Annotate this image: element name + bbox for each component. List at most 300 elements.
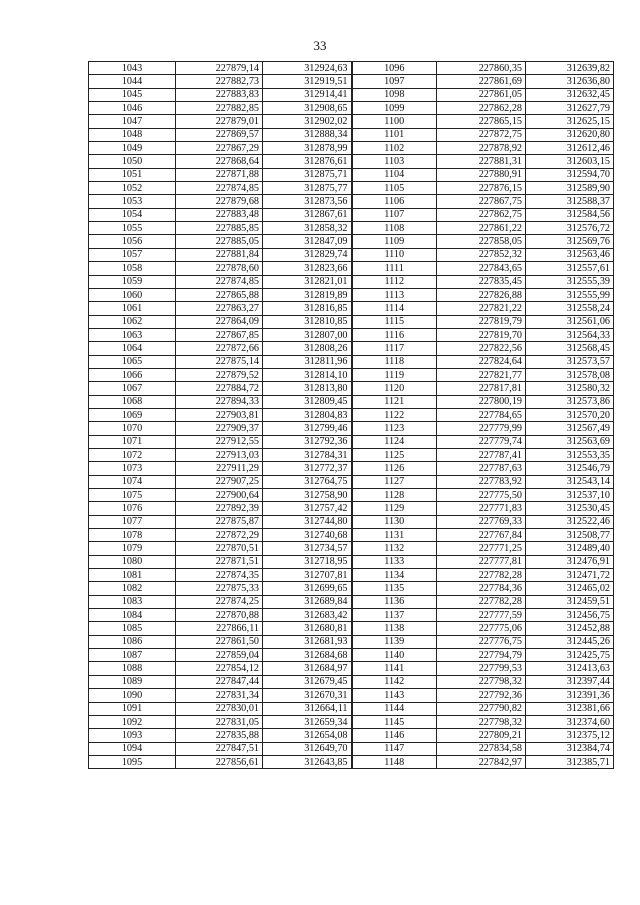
cell-x-coordinate: 227854,12 <box>176 662 263 675</box>
cell-x-coordinate: 227912,55 <box>176 435 263 448</box>
cell-x-coordinate: 227861,22 <box>437 222 526 235</box>
cell-x-coordinate: 227883,83 <box>176 88 263 101</box>
table-row <box>89 595 614 608</box>
cell-x-coordinate: 227859,04 <box>176 649 263 662</box>
cell-point-number: 1073 <box>89 462 176 475</box>
cell-y-coordinate: 312576,72 <box>526 222 614 235</box>
cell-point-number: 1133 <box>352 555 437 568</box>
cell-point-number: 1141 <box>352 662 437 675</box>
cell-point-number: 1046 <box>89 102 176 115</box>
cell-point-number: 1056 <box>89 235 176 248</box>
cell-x-coordinate: 227900,64 <box>176 489 263 502</box>
cell-point-number: 1070 <box>89 422 176 435</box>
cell-x-coordinate: 227874,85 <box>176 275 263 288</box>
cell-x-coordinate: 227821,22 <box>437 302 526 315</box>
table-row <box>89 742 614 755</box>
cell-x-coordinate: 227784,36 <box>437 582 526 595</box>
cell-x-coordinate: 227835,88 <box>176 729 263 742</box>
cell-y-coordinate: 312568,45 <box>526 342 614 355</box>
cell-point-number: 1043 <box>89 62 176 75</box>
table-row <box>89 328 614 341</box>
cell-point-number: 1135 <box>352 582 437 595</box>
cell-y-coordinate: 312902,02 <box>263 115 352 128</box>
cell-x-coordinate: 227858,05 <box>437 235 526 248</box>
cell-y-coordinate: 312620,80 <box>526 128 614 141</box>
cell-y-coordinate: 312804,83 <box>263 408 352 421</box>
cell-x-coordinate: 227831,34 <box>176 689 263 702</box>
cell-y-coordinate: 312569,76 <box>526 235 614 248</box>
cell-y-coordinate: 312707,81 <box>263 569 352 582</box>
cell-x-coordinate: 227882,73 <box>176 75 263 88</box>
cell-x-coordinate: 227771,25 <box>437 542 526 555</box>
cell-y-coordinate: 312811,96 <box>263 355 352 368</box>
cell-point-number: 1112 <box>352 275 437 288</box>
cell-y-coordinate: 312816,85 <box>263 302 352 315</box>
table-row <box>89 115 614 128</box>
table-row <box>89 448 614 461</box>
cell-y-coordinate: 312456,75 <box>526 609 614 622</box>
cell-x-coordinate: 227903,81 <box>176 408 263 421</box>
cell-y-coordinate: 312397,44 <box>526 675 614 688</box>
cell-y-coordinate: 312679,45 <box>263 675 352 688</box>
cell-y-coordinate: 312537,10 <box>526 489 614 502</box>
cell-point-number: 1052 <box>89 182 176 195</box>
cell-point-number: 1140 <box>352 649 437 662</box>
cell-y-coordinate: 312744,80 <box>263 515 352 528</box>
table-row <box>89 208 614 221</box>
cell-x-coordinate: 227843,65 <box>437 262 526 275</box>
cell-y-coordinate: 312555,39 <box>526 275 614 288</box>
cell-point-number: 1087 <box>89 649 176 662</box>
cell-point-number: 1144 <box>352 702 437 715</box>
cell-x-coordinate: 227852,32 <box>437 248 526 261</box>
cell-x-coordinate: 227885,05 <box>176 235 263 248</box>
cell-x-coordinate: 227787,63 <box>437 462 526 475</box>
cell-y-coordinate: 312876,61 <box>263 155 352 168</box>
cell-point-number: 1101 <box>352 128 437 141</box>
cell-y-coordinate: 312563,46 <box>526 248 614 261</box>
cell-y-coordinate: 312699,65 <box>263 582 352 595</box>
cell-y-coordinate: 312670,31 <box>263 689 352 702</box>
cell-y-coordinate: 312878,99 <box>263 142 352 155</box>
table-row <box>89 529 614 542</box>
cell-point-number: 1092 <box>89 715 176 728</box>
cell-x-coordinate: 227767,84 <box>437 529 526 542</box>
cell-x-coordinate: 227798,32 <box>437 675 526 688</box>
cell-x-coordinate: 227864,09 <box>176 315 263 328</box>
cell-x-coordinate: 227907,25 <box>176 475 263 488</box>
table-row <box>89 649 614 662</box>
cell-point-number: 1084 <box>89 609 176 622</box>
cell-y-coordinate: 312875,71 <box>263 168 352 181</box>
cell-y-coordinate: 312476,91 <box>526 555 614 568</box>
table-row <box>89 302 614 315</box>
table-row <box>89 755 614 768</box>
cell-x-coordinate: 227875,14 <box>176 355 263 368</box>
cell-y-coordinate: 312603,15 <box>526 155 614 168</box>
cell-x-coordinate: 227792,36 <box>437 689 526 702</box>
cell-x-coordinate: 227865,88 <box>176 288 263 301</box>
cell-point-number: 1116 <box>352 328 437 341</box>
cell-point-number: 1077 <box>89 515 176 528</box>
cell-y-coordinate: 312459,51 <box>526 595 614 608</box>
cell-x-coordinate: 227822,56 <box>437 342 526 355</box>
cell-y-coordinate: 312391,36 <box>526 689 614 702</box>
cell-x-coordinate: 227875,87 <box>176 515 263 528</box>
cell-point-number: 1122 <box>352 408 437 421</box>
cell-point-number: 1080 <box>89 555 176 568</box>
cell-x-coordinate: 227790,82 <box>437 702 526 715</box>
cell-y-coordinate: 312489,40 <box>526 542 614 555</box>
cell-point-number: 1096 <box>352 62 437 75</box>
cell-point-number: 1057 <box>89 248 176 261</box>
cell-y-coordinate: 312681,93 <box>263 635 352 648</box>
cell-point-number: 1125 <box>352 448 437 461</box>
cell-point-number: 1130 <box>352 515 437 528</box>
cell-x-coordinate: 227776,75 <box>437 635 526 648</box>
cell-x-coordinate: 227883,48 <box>176 208 263 221</box>
cell-x-coordinate: 227867,75 <box>437 195 526 208</box>
cell-x-coordinate: 227862,75 <box>437 208 526 221</box>
cell-y-coordinate: 312649,70 <box>263 742 352 755</box>
cell-point-number: 1075 <box>89 489 176 502</box>
cell-y-coordinate: 312543,14 <box>526 475 614 488</box>
cell-x-coordinate: 227872,75 <box>437 128 526 141</box>
cell-point-number: 1123 <box>352 422 437 435</box>
cell-x-coordinate: 227870,88 <box>176 609 263 622</box>
cell-y-coordinate: 312823,66 <box>263 262 352 275</box>
cell-y-coordinate: 312792,36 <box>263 435 352 448</box>
table-row <box>89 582 614 595</box>
cell-y-coordinate: 312465,02 <box>526 582 614 595</box>
cell-point-number: 1138 <box>352 622 437 635</box>
cell-y-coordinate: 312471,72 <box>526 569 614 582</box>
table-row <box>89 315 614 328</box>
cell-point-number: 1048 <box>89 128 176 141</box>
cell-x-coordinate: 227830,01 <box>176 702 263 715</box>
cell-point-number: 1053 <box>89 195 176 208</box>
cell-y-coordinate: 312819,89 <box>263 288 352 301</box>
cell-point-number: 1059 <box>89 275 176 288</box>
cell-x-coordinate: 227875,33 <box>176 582 263 595</box>
cell-y-coordinate: 312522,46 <box>526 515 614 528</box>
cell-y-coordinate: 312683,42 <box>263 609 352 622</box>
cell-x-coordinate: 227777,81 <box>437 555 526 568</box>
cell-y-coordinate: 312821,01 <box>263 275 352 288</box>
cell-x-coordinate: 227913,03 <box>176 448 263 461</box>
cell-y-coordinate: 312888,34 <box>263 128 352 141</box>
cell-y-coordinate: 312810,85 <box>263 315 352 328</box>
cell-point-number: 1060 <box>89 288 176 301</box>
table-row <box>89 689 614 702</box>
cell-x-coordinate: 227878,60 <box>176 262 263 275</box>
cell-y-coordinate: 312594,70 <box>526 168 614 181</box>
cell-point-number: 1124 <box>352 435 437 448</box>
cell-point-number: 1108 <box>352 222 437 235</box>
cell-point-number: 1066 <box>89 368 176 381</box>
cell-point-number: 1072 <box>89 448 176 461</box>
table-row <box>89 382 614 395</box>
table-row <box>89 62 614 75</box>
cell-y-coordinate: 312772,37 <box>263 462 352 475</box>
cell-y-coordinate: 312809,45 <box>263 395 352 408</box>
page-number: 33 <box>313 38 327 53</box>
cell-x-coordinate: 227909,37 <box>176 422 263 435</box>
table-row <box>89 168 614 181</box>
table-row <box>89 569 614 582</box>
table-row <box>89 395 614 408</box>
cell-x-coordinate: 227817,81 <box>437 382 526 395</box>
cell-y-coordinate: 312374,60 <box>526 715 614 728</box>
cell-point-number: 1063 <box>89 328 176 341</box>
table-row <box>89 729 614 742</box>
table-row <box>89 475 614 488</box>
cell-y-coordinate: 312914,41 <box>263 88 352 101</box>
cell-x-coordinate: 227771,83 <box>437 502 526 515</box>
cell-point-number: 1148 <box>352 755 437 768</box>
cell-x-coordinate: 227835,45 <box>437 275 526 288</box>
table-row <box>89 622 614 635</box>
cell-x-coordinate: 227861,69 <box>437 75 526 88</box>
cell-point-number: 1099 <box>352 102 437 115</box>
table-row <box>89 502 614 515</box>
cell-point-number: 1131 <box>352 529 437 542</box>
cell-point-number: 1044 <box>89 75 176 88</box>
cell-y-coordinate: 312858,32 <box>263 222 352 235</box>
cell-x-coordinate: 227892,39 <box>176 502 263 515</box>
cell-y-coordinate: 312689,84 <box>263 595 352 608</box>
cell-x-coordinate: 227863,27 <box>176 302 263 315</box>
cell-x-coordinate: 227779,99 <box>437 422 526 435</box>
cell-x-coordinate: 227847,44 <box>176 675 263 688</box>
cell-x-coordinate: 227879,14 <box>176 62 263 75</box>
cell-point-number: 1105 <box>352 182 437 195</box>
cell-point-number: 1127 <box>352 475 437 488</box>
cell-x-coordinate: 227800,19 <box>437 395 526 408</box>
cell-y-coordinate: 312873,56 <box>263 195 352 208</box>
cell-y-coordinate: 312757,42 <box>263 502 352 515</box>
cell-y-coordinate: 312636,80 <box>526 75 614 88</box>
cell-point-number: 1115 <box>352 315 437 328</box>
cell-x-coordinate: 227779,74 <box>437 435 526 448</box>
cell-y-coordinate: 312546,79 <box>526 462 614 475</box>
cell-point-number: 1110 <box>352 248 437 261</box>
table-row <box>89 555 614 568</box>
cell-x-coordinate: 227878,92 <box>437 142 526 155</box>
cell-x-coordinate: 227809,21 <box>437 729 526 742</box>
cell-y-coordinate: 312558,24 <box>526 302 614 315</box>
cell-x-coordinate: 227866,11 <box>176 622 263 635</box>
cell-y-coordinate: 312578,08 <box>526 368 614 381</box>
cell-y-coordinate: 312627,79 <box>526 102 614 115</box>
cell-point-number: 1058 <box>89 262 176 275</box>
cell-y-coordinate: 312643,85 <box>263 755 352 768</box>
cell-point-number: 1095 <box>89 755 176 768</box>
cell-point-number: 1089 <box>89 675 176 688</box>
table-row <box>89 675 614 688</box>
cell-x-coordinate: 227894,33 <box>176 395 263 408</box>
cell-point-number: 1074 <box>89 475 176 488</box>
cell-x-coordinate: 227911,29 <box>176 462 263 475</box>
cell-point-number: 1147 <box>352 742 437 755</box>
coordinates-table-body <box>89 62 614 769</box>
cell-point-number: 1109 <box>352 235 437 248</box>
cell-point-number: 1129 <box>352 502 437 515</box>
cell-x-coordinate: 227874,25 <box>176 595 263 608</box>
cell-point-number: 1090 <box>89 689 176 702</box>
cell-point-number: 1119 <box>352 368 437 381</box>
cell-point-number: 1083 <box>89 595 176 608</box>
cell-y-coordinate: 312555,99 <box>526 288 614 301</box>
cell-y-coordinate: 312452,88 <box>526 622 614 635</box>
cell-y-coordinate: 312557,61 <box>526 262 614 275</box>
cell-x-coordinate: 227821,77 <box>437 368 526 381</box>
cell-x-coordinate: 227874,35 <box>176 569 263 582</box>
table-row <box>89 715 614 728</box>
cell-y-coordinate: 312588,37 <box>526 195 614 208</box>
cell-y-coordinate: 312573,86 <box>526 395 614 408</box>
cell-x-coordinate: 227869,57 <box>176 128 263 141</box>
table-row <box>89 235 614 248</box>
cell-point-number: 1142 <box>352 675 437 688</box>
cell-point-number: 1061 <box>89 302 176 315</box>
cell-y-coordinate: 312734,57 <box>263 542 352 555</box>
cell-x-coordinate: 227775,06 <box>437 622 526 635</box>
cell-x-coordinate: 227865,15 <box>437 115 526 128</box>
cell-point-number: 1069 <box>89 408 176 421</box>
cell-x-coordinate: 227777,59 <box>437 609 526 622</box>
table-row <box>89 128 614 141</box>
cell-point-number: 1049 <box>89 142 176 155</box>
cell-y-coordinate: 312567,49 <box>526 422 614 435</box>
cell-x-coordinate: 227867,85 <box>176 328 263 341</box>
cell-y-coordinate: 312381,66 <box>526 702 614 715</box>
cell-x-coordinate: 227879,01 <box>176 115 263 128</box>
table-row <box>89 222 614 235</box>
table-row <box>89 422 614 435</box>
cell-y-coordinate: 312814,10 <box>263 368 352 381</box>
table-row <box>89 288 614 301</box>
cell-point-number: 1091 <box>89 702 176 715</box>
cell-x-coordinate: 227798,32 <box>437 715 526 728</box>
cell-y-coordinate: 312589,90 <box>526 182 614 195</box>
cell-x-coordinate: 227861,05 <box>437 88 526 101</box>
cell-x-coordinate: 227871,51 <box>176 555 263 568</box>
table-row <box>89 355 614 368</box>
cell-y-coordinate: 312908,65 <box>263 102 352 115</box>
cell-point-number: 1098 <box>352 88 437 101</box>
cell-y-coordinate: 312570,20 <box>526 408 614 421</box>
cell-point-number: 1054 <box>89 208 176 221</box>
table-row <box>89 609 614 622</box>
cell-point-number: 1102 <box>352 142 437 155</box>
cell-point-number: 1146 <box>352 729 437 742</box>
cell-point-number: 1106 <box>352 195 437 208</box>
cell-y-coordinate: 312764,75 <box>263 475 352 488</box>
cell-x-coordinate: 227885,85 <box>176 222 263 235</box>
cell-point-number: 1097 <box>352 75 437 88</box>
cell-point-number: 1067 <box>89 382 176 395</box>
cell-y-coordinate: 312375,12 <box>526 729 614 742</box>
cell-x-coordinate: 227782,28 <box>437 569 526 582</box>
cell-x-coordinate: 227824,64 <box>437 355 526 368</box>
cell-x-coordinate: 227819,70 <box>437 328 526 341</box>
cell-x-coordinate: 227874,85 <box>176 182 263 195</box>
table-row <box>89 75 614 88</box>
cell-point-number: 1136 <box>352 595 437 608</box>
cell-y-coordinate: 312680,81 <box>263 622 352 635</box>
cell-y-coordinate: 312573,57 <box>526 355 614 368</box>
cell-x-coordinate: 227870,51 <box>176 542 263 555</box>
cell-y-coordinate: 312564,33 <box>526 328 614 341</box>
table-row <box>89 662 614 675</box>
table-row <box>89 462 614 475</box>
cell-x-coordinate: 227783,92 <box>437 475 526 488</box>
table-row <box>89 155 614 168</box>
cell-y-coordinate: 312584,56 <box>526 208 614 221</box>
table-row <box>89 102 614 115</box>
cell-x-coordinate: 227867,29 <box>176 142 263 155</box>
cell-x-coordinate: 227782,28 <box>437 595 526 608</box>
cell-x-coordinate: 227787,41 <box>437 448 526 461</box>
cell-y-coordinate: 312508,77 <box>526 529 614 542</box>
cell-y-coordinate: 312384,74 <box>526 742 614 755</box>
cell-y-coordinate: 312799,46 <box>263 422 352 435</box>
cell-point-number: 1086 <box>89 635 176 648</box>
cell-x-coordinate: 227784,65 <box>437 408 526 421</box>
cell-y-coordinate: 312684,68 <box>263 649 352 662</box>
cell-point-number: 1078 <box>89 529 176 542</box>
cell-x-coordinate: 227880,91 <box>437 168 526 181</box>
cell-point-number: 1134 <box>352 569 437 582</box>
cell-x-coordinate: 227847,51 <box>176 742 263 755</box>
cell-x-coordinate: 227868,64 <box>176 155 263 168</box>
cell-x-coordinate: 227775,50 <box>437 489 526 502</box>
cell-y-coordinate: 312829,74 <box>263 248 352 261</box>
cell-x-coordinate: 227819,79 <box>437 315 526 328</box>
table-row <box>89 408 614 421</box>
cell-point-number: 1050 <box>89 155 176 168</box>
cell-x-coordinate: 227879,68 <box>176 195 263 208</box>
cell-point-number: 1076 <box>89 502 176 515</box>
table-row <box>89 435 614 448</box>
cell-point-number: 1117 <box>352 342 437 355</box>
cell-point-number: 1088 <box>89 662 176 675</box>
cell-y-coordinate: 312659,34 <box>263 715 352 728</box>
cell-point-number: 1093 <box>89 729 176 742</box>
cell-x-coordinate: 227882,85 <box>176 102 263 115</box>
cell-x-coordinate: 227884,72 <box>176 382 263 395</box>
cell-point-number: 1118 <box>352 355 437 368</box>
table-row <box>89 275 614 288</box>
cell-y-coordinate: 312632,45 <box>526 88 614 101</box>
cell-point-number: 1128 <box>352 489 437 502</box>
cell-x-coordinate: 227831,05 <box>176 715 263 728</box>
cell-y-coordinate: 312553,35 <box>526 448 614 461</box>
cell-point-number: 1132 <box>352 542 437 555</box>
cell-y-coordinate: 312813,80 <box>263 382 352 395</box>
table-row <box>89 542 614 555</box>
cell-x-coordinate: 227842,97 <box>437 755 526 768</box>
cell-y-coordinate: 312847,09 <box>263 235 352 248</box>
cell-point-number: 1082 <box>89 582 176 595</box>
cell-y-coordinate: 312758,90 <box>263 489 352 502</box>
cell-x-coordinate: 227872,29 <box>176 529 263 542</box>
cell-x-coordinate: 227871,88 <box>176 168 263 181</box>
cell-y-coordinate: 312919,51 <box>263 75 352 88</box>
cell-y-coordinate: 312924,63 <box>263 62 352 75</box>
cell-y-coordinate: 312413,63 <box>526 662 614 675</box>
